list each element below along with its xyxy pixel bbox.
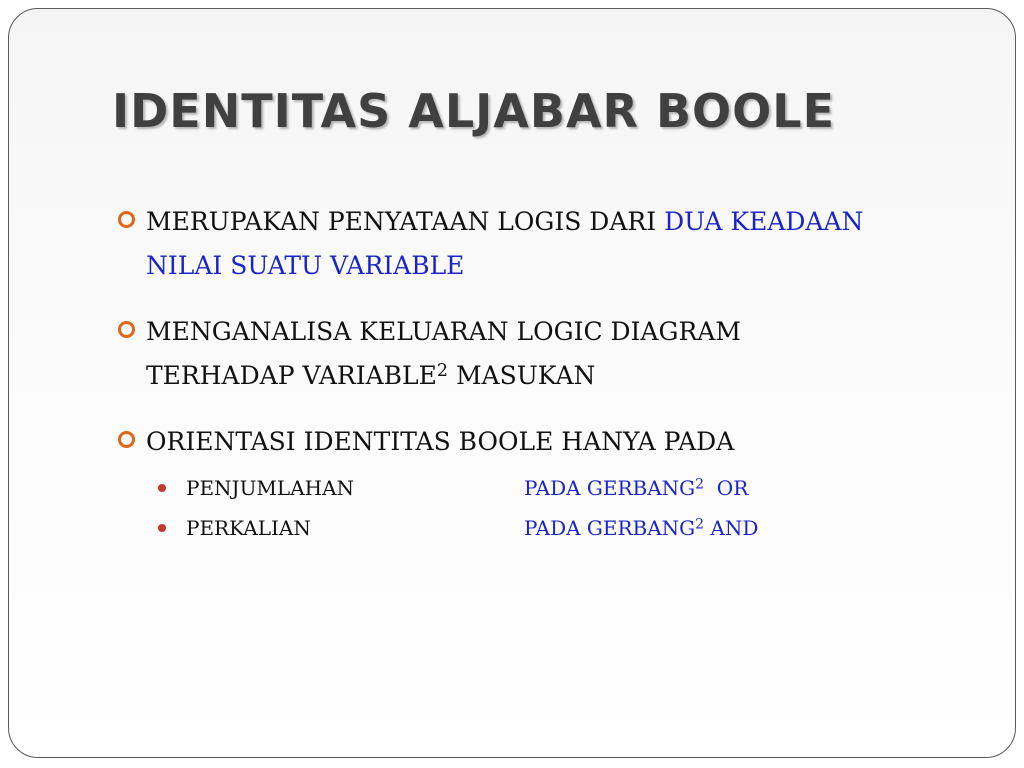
bullet-item [116,200,876,288]
slide-title: IDENTITAS ALJABAR BOOLE [112,84,835,138]
sub-bullet-detail [524,476,748,500]
sub-bullet-detail-text: PADA GERBANG [524,516,696,540]
orange-ring-icon [118,321,135,338]
superscript: 2 [695,516,705,533]
superscript: 2 [436,361,448,382]
orange-ring-icon [118,211,135,228]
sub-bullet-item [116,508,876,548]
bullet-item [116,310,876,398]
sub-bullet-item [116,468,876,508]
sub-bullet-label: PENJUMLAHAN [186,476,355,500]
sub-bullet-label: PERKALIAN [186,516,311,540]
red-dot-icon [158,484,166,492]
red-dot-icon [158,524,166,532]
bullet-text: ORIENTASI IDENTITAS BOOLE HANYA PADA [146,427,735,456]
superscript: 2 [695,476,705,493]
sub-bullet-detail-after: AND [704,516,759,540]
orange-ring-icon [118,431,135,448]
bullet-list [116,200,876,548]
sub-bullet-detail [524,516,758,540]
bullet-highlight: DUA KEADAAN NILAI SUATU VARIABLE [146,207,864,280]
bullet-item [116,420,876,464]
bullet-text: MENGANALISA KELUARAN LOGIC DIAGRAM TERHADAP VARIABLE [146,317,741,390]
bullet-text: MERUPAKAN PENYATAAN LOGIS DARI [146,207,665,236]
sub-bullet-detail-text: PADA GERBANG [524,476,696,500]
sub-bullet-detail-after: OR [704,476,749,500]
bullet-text-after: MASUKAN [448,361,596,390]
